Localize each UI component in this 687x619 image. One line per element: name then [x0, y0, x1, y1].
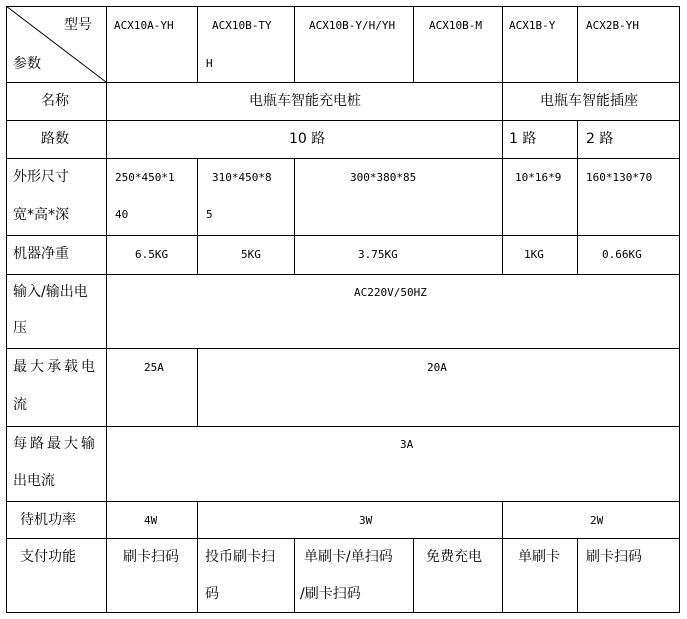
weight-acx1b: 1KG	[524, 248, 544, 261]
row-label-per-channel-cont: 出电流	[13, 473, 55, 489]
grid-line	[413, 6, 414, 82]
row-label-max-current: 最大承载电	[13, 359, 98, 375]
dimensions-acx10b: 310*450*8	[212, 171, 272, 184]
grid-line	[197, 501, 198, 613]
grid-line	[6, 6, 680, 7]
row-label-payment: 支付功能	[20, 549, 76, 565]
row-label-channels: 路数	[41, 131, 69, 147]
row-label-name: 名称	[41, 93, 69, 109]
grid-line	[6, 82, 680, 83]
grid-line	[502, 6, 503, 274]
grid-line	[502, 501, 503, 613]
grid-line	[294, 538, 295, 613]
model-header: ACX10A-YH	[114, 19, 174, 32]
grid-line	[6, 6, 7, 613]
corner-model-label: 型号	[64, 17, 92, 33]
grid-line	[197, 158, 198, 274]
voltage-value: AC220V/50HZ	[354, 286, 427, 299]
dimensions-acx10b-cont: 5	[206, 208, 213, 221]
grid-line	[577, 120, 578, 274]
spec-table	[6, 6, 680, 613]
model-header: ACX10B-M	[429, 19, 482, 32]
dimensions-acx10b-y: 300*380*85	[350, 171, 417, 184]
grid-line	[6, 274, 680, 275]
per-channel-current: 3A	[400, 438, 414, 451]
model-header: ACX10B-Y/H/YH	[309, 19, 396, 32]
payment-acx10b-m: 免费充电	[426, 549, 482, 565]
dimensions-acx10a: 250*450*1	[115, 171, 175, 184]
row-label-weight: 机器净重	[13, 246, 69, 262]
grid-line	[294, 158, 295, 274]
grid-line	[6, 612, 680, 613]
payment-acx10b-cont: 码	[205, 586, 219, 602]
weight-acx2b: 0.66KG	[602, 248, 642, 261]
model-header: ACX2B-YH	[586, 19, 639, 32]
grid-line	[6, 501, 680, 502]
row-label-dimensions-sub: 宽*高*深	[13, 207, 69, 223]
weight-acx10b-y: 3.75KG	[358, 248, 398, 261]
grid-line	[197, 348, 198, 426]
row-label-max-current-cont: 流	[13, 397, 27, 413]
payment-acx2b: 刷卡扫码	[586, 549, 642, 565]
payment-acx10a: 刷卡扫码	[123, 549, 179, 565]
payment-acx10b-y-cont: /刷卡扫码	[300, 586, 361, 602]
standby-acx10a: 4W	[144, 514, 158, 527]
dimensions-acx2b: 160*130*70	[586, 171, 653, 184]
grid-line	[106, 6, 107, 613]
payment-acx10b: 投币刷卡扫	[205, 549, 275, 565]
row-label-voltage: 输入/输出电	[13, 284, 88, 300]
weight-acx10a: 6.5KG	[135, 248, 169, 261]
channels-acx1b: 1 路	[509, 131, 537, 147]
grid-line	[679, 6, 680, 613]
row-label-dimensions: 外形尺寸	[13, 169, 69, 185]
grid-line	[6, 426, 680, 427]
standby-pile: 3W	[359, 514, 373, 527]
grid-line	[197, 6, 198, 82]
channels-acx2b: 2 路	[586, 131, 614, 147]
name-charging-pile: 电瓶车智能充电桩	[249, 93, 361, 109]
weight-acx10b: 5KG	[241, 248, 261, 261]
payment-acx10b-y: 单刷卡/单扫码	[304, 549, 393, 565]
grid-line	[294, 6, 295, 82]
model-header: H	[206, 57, 213, 70]
name-socket: 电瓶车智能插座	[540, 93, 638, 109]
grid-line	[413, 538, 414, 613]
grid-line	[577, 538, 578, 613]
grid-line	[6, 538, 680, 539]
corner-param-label: 参数	[13, 56, 41, 72]
row-label-voltage-cont: 压	[13, 320, 27, 336]
dimensions-acx10a-cont: 40	[115, 208, 129, 221]
max-current-acx10a: 25A	[144, 361, 164, 374]
grid-line	[577, 6, 578, 82]
model-header: ACX10B-TY	[212, 19, 272, 32]
grid-line	[6, 158, 680, 159]
grid-line	[6, 120, 680, 121]
row-label-standby: 待机功率	[20, 512, 76, 528]
model-header: ACX1B-Y	[509, 19, 556, 32]
payment-acx1b: 单刷卡	[518, 549, 560, 565]
row-label-per-channel: 每路最大输	[13, 436, 98, 452]
max-current-others: 20A	[427, 361, 447, 374]
standby-socket: 2W	[590, 514, 604, 527]
dimensions-acx1b: 10*16*9	[515, 171, 562, 184]
grid-line	[6, 348, 680, 349]
channels-pile: 10 路	[289, 131, 326, 147]
grid-line	[6, 235, 680, 236]
